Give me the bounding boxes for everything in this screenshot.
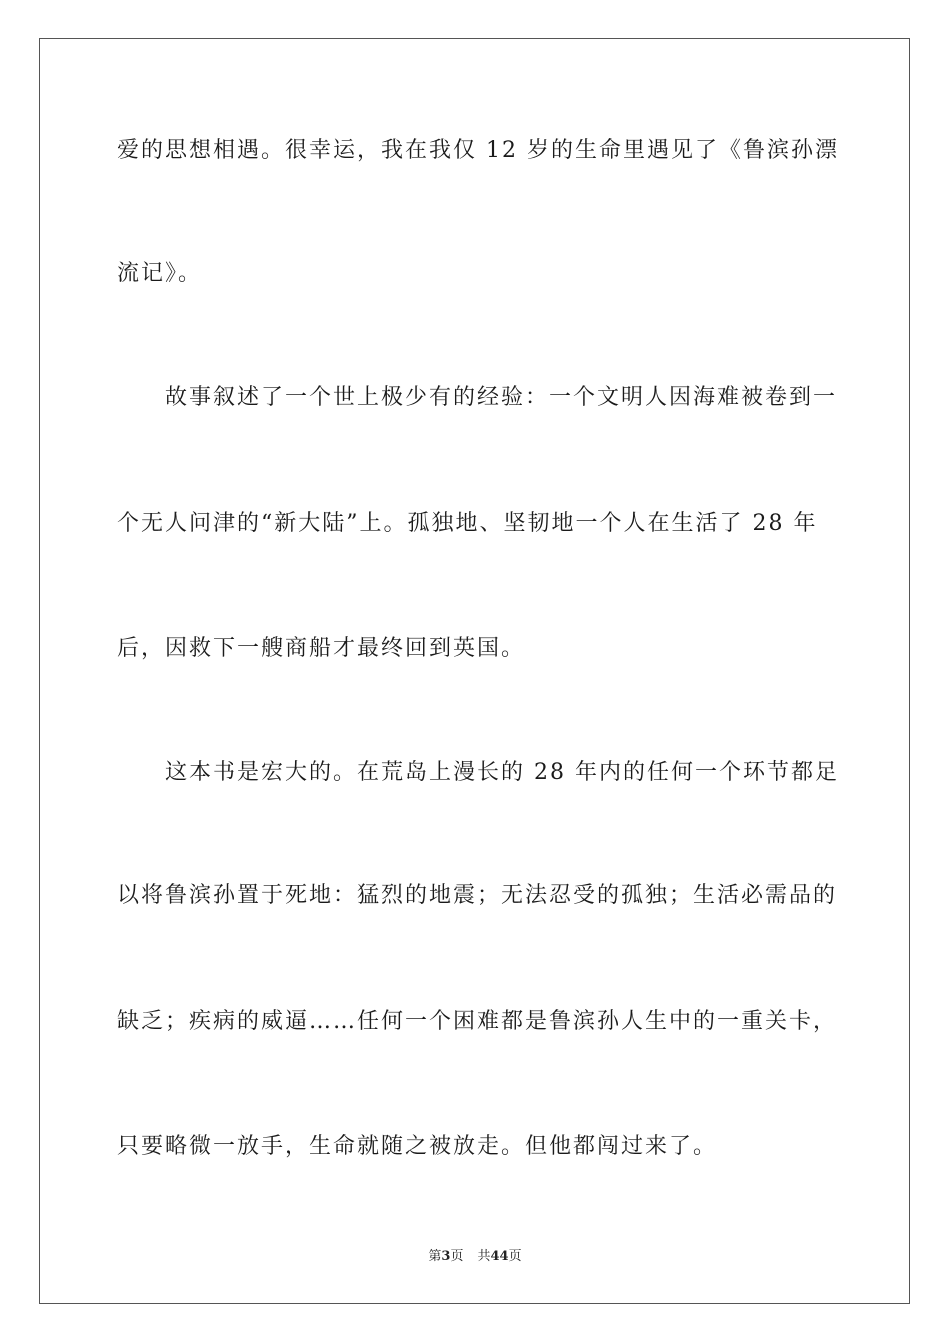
body-line-5: 后，因救下一艘商船才最终回到英国。 [117,636,526,661]
body-line-4: 个无人问津的“新大陆”上。孤独地、坚韧地一个人在生活了 28 年 [117,511,818,536]
body-line-1: 爱的思想相遇。很幸运，我在我仅 12 岁的生命里遇见了《鲁滨孙漂 [117,138,839,163]
page-suffix: 页 [450,1249,464,1264]
page-total-number: 44 [490,1249,509,1264]
body-line-2: 流记》。 [117,261,203,286]
body-line-8: 缺乏；疾病的威逼……任何一个困难都是鲁滨孙人生中的一重关卡， [117,1009,838,1034]
total-suffix: 页 [508,1249,522,1264]
body-line-6: 这本书是宏大的。在荒岛上漫长的 28 年内的任何一个环节都足 [117,760,839,785]
body-line-9: 只要略微一放手，生命就随之被放走。但他都闯过来了。 [117,1134,718,1159]
page-border [39,38,910,1304]
body-line-7: 以将鲁滨孙置于死地：猛烈的地震；无法忍受的孤独；生活必需品的 [117,883,838,908]
body-line-3: 故事叙述了一个世上极少有的经验：一个文明人因海难被卷到一 [117,385,838,410]
page-footer [0,1248,950,1266]
page-prefix: 第 [428,1249,442,1264]
total-prefix: 共 [477,1249,491,1264]
page-current-number: 3 [441,1249,451,1264]
